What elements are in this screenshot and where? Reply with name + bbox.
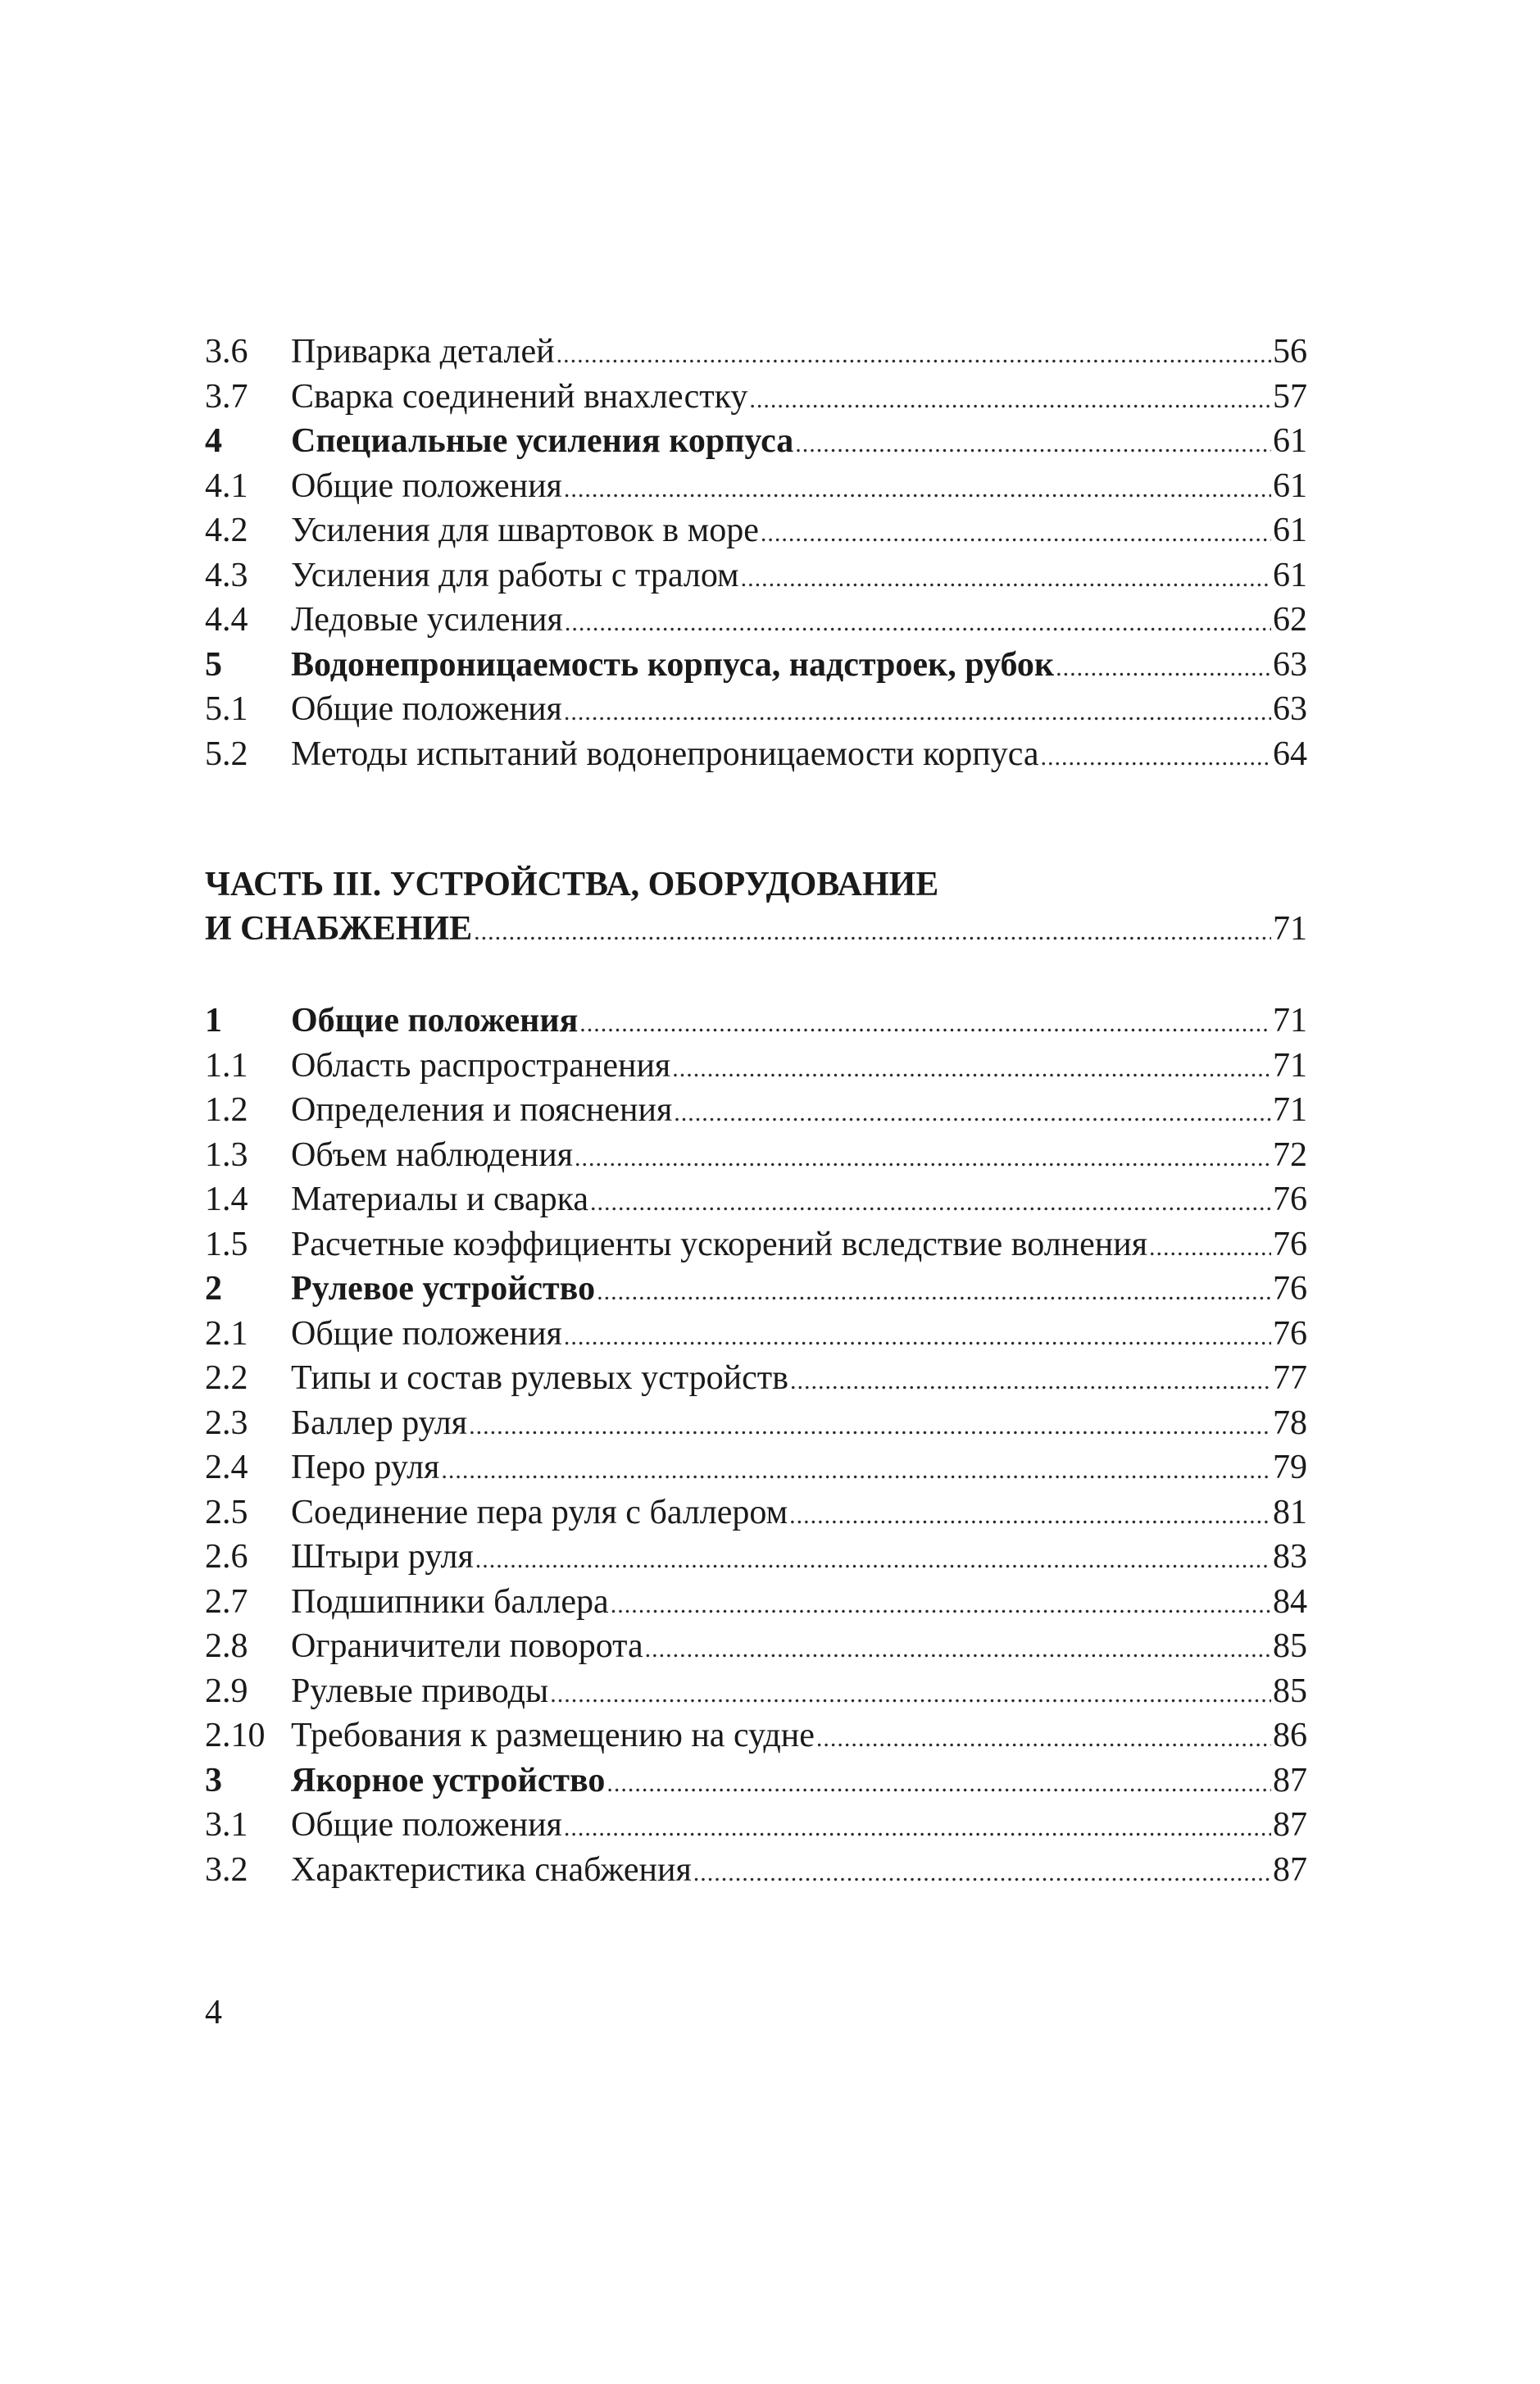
toc-section-heading: [205, 419, 1307, 464]
dot-leader: [749, 378, 1271, 423]
toc-entry-page: 76: [1273, 1225, 1307, 1263]
toc-entry: [205, 732, 1307, 777]
dot-leader: [564, 1315, 1271, 1360]
toc-entry: [205, 1177, 1307, 1222]
toc-entry-title: Ограничители поворота: [291, 1627, 643, 1665]
toc-section-heading: [205, 999, 1307, 1044]
dot-leader: [1056, 646, 1271, 691]
dot-leader: [795, 422, 1271, 467]
dot-leader: [475, 1538, 1271, 1583]
toc-entry-title: Материалы и сварка: [291, 1181, 589, 1218]
toc-entry-page: 63: [1273, 690, 1307, 728]
toc-entry: [205, 687, 1307, 732]
toc-entry-number: 4: [205, 422, 222, 460]
part-page-number: 71: [1273, 910, 1307, 948]
toc-entry-number: 1.4: [205, 1181, 248, 1218]
toc-section-heading: [205, 1267, 1307, 1312]
toc-entry-title: Общие положения: [291, 1314, 562, 1353]
toc-entry-page: 63: [1273, 645, 1307, 684]
toc-entry-number: 3.1: [205, 1806, 248, 1844]
toc-entry: [205, 1669, 1307, 1714]
toc-entry-number: 2.2: [205, 1359, 248, 1397]
toc-entry-page: 56: [1273, 333, 1307, 371]
dot-leader: [1041, 735, 1271, 780]
toc-entry-page: 78: [1273, 1404, 1307, 1442]
dot-leader: [789, 1494, 1271, 1539]
dot-leader: [564, 467, 1271, 512]
toc-entry-page: 85: [1273, 1672, 1307, 1710]
part-heading-line1: ЧАСТЬ III. УСТРОЙСТВА, ОБОРУДОВАНИЕ: [205, 866, 939, 903]
toc-entry: [205, 1624, 1307, 1669]
toc-entry-page: 76: [1273, 1270, 1307, 1308]
toc-entry-title: Область распространения: [291, 1046, 671, 1085]
toc-entry-title: Сварка соединений внахлестку: [291, 377, 748, 416]
toc-entry-title: Требования к размещению на судне: [291, 1717, 815, 1754]
toc-entry-number: 5.2: [205, 735, 248, 773]
toc-entry-number: 3.6: [205, 333, 248, 371]
toc-entry-number: 1.1: [205, 1046, 248, 1085]
toc-entry-number: 1.5: [205, 1225, 248, 1263]
part-heading: [205, 862, 1307, 954]
toc-entry-number: 1: [205, 1002, 222, 1040]
toc-entry-number: 2.6: [205, 1538, 248, 1576]
toc-entry: [205, 1713, 1307, 1758]
toc-entry-title: Общие положения: [291, 1002, 579, 1040]
toc-entry-page: 64: [1273, 735, 1307, 773]
toc-entry-page: 61: [1273, 512, 1307, 549]
toc-entry: [205, 1580, 1307, 1625]
dot-leader: [579, 1002, 1271, 1047]
toc-entry-number: 4.3: [205, 556, 248, 594]
page-folio: 4: [205, 1994, 222, 2031]
toc-entry: [205, 1490, 1307, 1535]
toc-entry: [205, 1401, 1307, 1446]
dot-leader: [606, 1762, 1271, 1807]
toc-entry-page: 61: [1273, 556, 1307, 594]
toc-entry-number: 5: [205, 645, 222, 684]
part-heading-line2-row: [205, 907, 1307, 954]
toc-entry-title: Объем наблюдения: [291, 1135, 574, 1174]
toc-entry-number: 2: [205, 1270, 222, 1308]
toc-entry-page: 87: [1273, 1850, 1307, 1889]
toc-entry-page: 87: [1273, 1761, 1307, 1799]
toc-entry-title: Баллер руля: [291, 1404, 468, 1442]
toc-entry-number: 2.5: [205, 1493, 248, 1531]
toc-entry-title: Общие положения: [291, 690, 562, 728]
toc-entry-page: 76: [1273, 1314, 1307, 1353]
toc-entry: [205, 1535, 1307, 1580]
toc-entry-number: 1.2: [205, 1091, 248, 1129]
toc-entry-title: Ледовые усиления: [291, 601, 563, 639]
toc-entry-number: 5.1: [205, 690, 248, 728]
part-heading-line2: И СНАБЖЕНИЕ: [205, 910, 473, 948]
toc-entry: [205, 1803, 1307, 1848]
dot-leader: [556, 333, 1271, 378]
toc-entry: [205, 1848, 1307, 1893]
toc-entry-number: 4.4: [205, 601, 248, 639]
dot-leader: [674, 1091, 1271, 1136]
toc-entry-number: 2.4: [205, 1449, 248, 1486]
toc-entry-number: 1.3: [205, 1135, 248, 1174]
toc-entry-page: 83: [1273, 1538, 1307, 1576]
toc-entry: [205, 508, 1307, 553]
toc-entry: [205, 553, 1307, 598]
toc-entry-page: 85: [1273, 1627, 1307, 1665]
toc-entry: [205, 598, 1307, 643]
dot-leader: [790, 1359, 1271, 1404]
toc-entry-number: 2.3: [205, 1404, 248, 1442]
toc-entry: [205, 1356, 1307, 1401]
toc-entry-page: 57: [1273, 377, 1307, 416]
toc-entry-number: 2.7: [205, 1582, 248, 1621]
toc-entry-page: 79: [1273, 1449, 1307, 1486]
dot-leader: [1149, 1226, 1271, 1271]
toc-entry-page: 84: [1273, 1582, 1307, 1621]
toc-entry-title: Усиления для работы с тралом: [291, 556, 739, 594]
toc-entry-page: 71: [1273, 1091, 1307, 1129]
toc-entry-page: 86: [1273, 1717, 1307, 1754]
toc-entry-number: 3.2: [205, 1850, 248, 1889]
toc-entry-number: 4.1: [205, 466, 248, 505]
toc-entry-number: 2.8: [205, 1627, 248, 1665]
dot-leader: [469, 1404, 1271, 1449]
toc-entry: [205, 1088, 1307, 1133]
toc-entry-page: 77: [1273, 1359, 1307, 1397]
dot-leader: [575, 1136, 1271, 1181]
toc-entry-title: Общие положения: [291, 1806, 562, 1844]
toc-entry-title: Соединение пера руля с баллером: [291, 1493, 788, 1531]
toc-entry-title: Подшипники баллера: [291, 1582, 609, 1621]
toc-entry-title: Общие положения: [291, 466, 562, 505]
toc-entry-title: Штыри руля: [291, 1538, 474, 1576]
dot-leader: [564, 690, 1271, 735]
dot-leader: [550, 1672, 1271, 1717]
toc-entry-page: 62: [1273, 601, 1307, 639]
toc-entry-page: 81: [1273, 1493, 1307, 1531]
toc-entry-page: 72: [1273, 1135, 1307, 1174]
toc-section-top: [205, 330, 1307, 776]
toc-section-heading: [205, 643, 1307, 688]
dot-leader: [761, 512, 1271, 557]
toc-entry: [205, 464, 1307, 509]
toc-entry-page: 61: [1273, 422, 1307, 460]
toc-section-bottom: [205, 999, 1307, 1892]
toc-entry-number: 2.9: [205, 1672, 248, 1710]
toc-entry-title: Характеристика снабжения: [291, 1850, 692, 1889]
toc-entry: [205, 1445, 1307, 1490]
toc-entry-page: 61: [1273, 466, 1307, 505]
toc-entry: [205, 330, 1307, 375]
dot-leader: [590, 1181, 1271, 1226]
toc-entry-number: 4.2: [205, 512, 248, 549]
toc-entry-page: 76: [1273, 1181, 1307, 1218]
toc-entry-page: 71: [1273, 1046, 1307, 1085]
toc-entry-number: 3.7: [205, 377, 248, 416]
toc-entry-title: Якорное устройство: [291, 1761, 606, 1799]
dot-leader: [741, 557, 1271, 602]
toc-entry-number: 2.1: [205, 1314, 248, 1353]
toc-entry-title: Усиления для швартовок в море: [291, 512, 759, 549]
dot-leader: [597, 1270, 1271, 1315]
toc-entry-page: 87: [1273, 1806, 1307, 1844]
toc-entry: [205, 1312, 1307, 1357]
toc-entry-title: Методы испытаний водонепроницаемости корпуса: [291, 735, 1039, 773]
toc-entry-title: Рулевые приводы: [291, 1672, 549, 1710]
dot-leader: [816, 1717, 1271, 1762]
toc-entry-title: Типы и состав рулевых устройств: [291, 1359, 788, 1397]
toc-entry-title: Специальные усиления корпуса: [291, 422, 794, 460]
toc-section-heading: [205, 1758, 1307, 1804]
toc-entry-title: Рулевое устройство: [291, 1270, 596, 1308]
toc-entry-page: 71: [1273, 1002, 1307, 1040]
dot-leader: [474, 910, 1271, 954]
toc-entry-number: 3: [205, 1761, 222, 1799]
dot-leader: [611, 1583, 1271, 1628]
toc-entry-number: 2.10: [205, 1717, 266, 1754]
toc-entry: [205, 1044, 1307, 1089]
toc-entry: [205, 1222, 1307, 1267]
dot-leader: [645, 1627, 1271, 1672]
toc-entry: [205, 375, 1307, 420]
toc-entry-title: Расчетные коэффициенты ускорений вследствие волнения: [291, 1225, 1148, 1263]
dot-leader: [441, 1449, 1271, 1494]
toc-entry-title: Перо руля: [291, 1449, 440, 1486]
toc-entry-title: Определения и пояснения: [291, 1091, 673, 1129]
dot-leader: [693, 1851, 1271, 1896]
dot-leader: [565, 601, 1271, 646]
dot-leader: [672, 1047, 1271, 1092]
dot-leader: [564, 1806, 1271, 1851]
toc-entry-title: Приварка деталей: [291, 333, 555, 371]
toc-entry-title: Водонепроницаемость корпуса, надстроек, рубок: [291, 645, 1055, 684]
toc-entry: [205, 1133, 1307, 1178]
